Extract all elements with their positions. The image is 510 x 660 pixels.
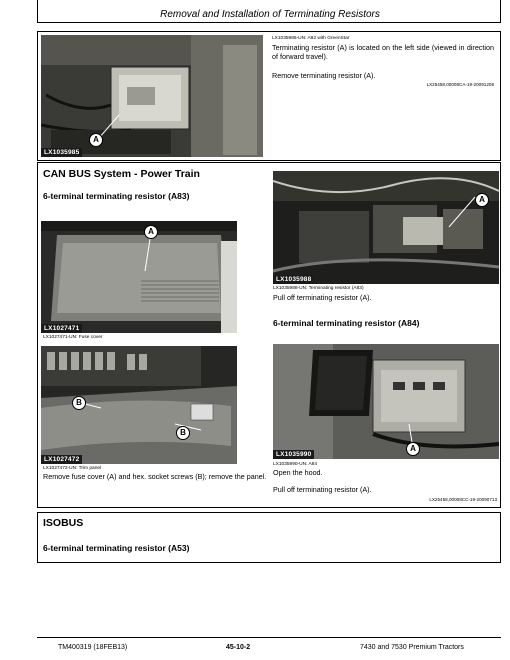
photo-tag: LX1035990 (273, 450, 314, 459)
text-a82-location: Terminating resistor (A) is located on the left side (viewed in direction of forward travel). (272, 43, 494, 61)
callout-b: B (72, 396, 86, 410)
section-isobus (37, 512, 501, 563)
footer-rule (37, 637, 501, 638)
text-open-hood: Open the hood. (273, 468, 323, 477)
footer-page-number: 45-10-2 (226, 644, 251, 651)
text-a83-pull: Pull off terminating resistor (A). (273, 293, 372, 302)
section-a82 (37, 31, 501, 161)
photo-a83 (273, 171, 499, 284)
caption-a84: LX1035990-UN: A84 (273, 462, 318, 467)
photo-tag: LX1035985 (41, 148, 82, 157)
ref-a82: LX25458,00008CA-19-20091208 (426, 82, 494, 87)
section-can-bus (37, 162, 501, 508)
callout-b: B (176, 426, 190, 440)
callout-a: A (406, 442, 420, 456)
caption-trim-panel: LX1027472-UN: Trim panel (43, 466, 102, 471)
photo-fuse-illustration (41, 221, 237, 333)
photo-trim-illustration (41, 346, 237, 464)
photo-tag: LX1027472 (41, 455, 82, 464)
photo-tag: LX1035988 (273, 275, 314, 284)
text-trim-remove: Remove fuse cover (A) and hex. socket screws (B); remove the panel. (43, 472, 267, 481)
photo-a82 (41, 35, 263, 157)
page-title: Removal and Installation of Terminating Resistors (160, 9, 380, 20)
heading-a84: 6-terminal terminating resistor (A84) (273, 318, 420, 328)
heading-isobus: ISOBUS (43, 517, 84, 529)
photo-fuse-cover (41, 221, 237, 333)
header-frame (37, 0, 501, 23)
photo-a84 (273, 344, 499, 459)
caption-a82: LX1035985-UN: A82 with GreenStar (272, 36, 350, 41)
text-a82-remove: Remove terminating resistor (A). (272, 71, 376, 80)
callout-a: A (475, 193, 489, 207)
photo-tag: LX1027471 (41, 324, 82, 333)
heading-a83: 6-terminal terminating resistor (A83) (43, 191, 190, 201)
caption-a83: LX1035988-UN: Terminating resistor (A83) (273, 286, 364, 291)
heading-can-bus: CAN BUS System - Power Train (43, 168, 200, 180)
footer-doc-id: TM400319 (18FEB13) (58, 644, 128, 651)
text-a84-pull: Pull off terminating resistor (A). (273, 485, 372, 494)
photo-a83-illustration (273, 171, 499, 284)
photo-a82-illustration (41, 35, 263, 157)
caption-fuse-cover: LX1027471-UN: Fuse cover (43, 335, 103, 340)
callout-a: A (144, 225, 158, 239)
photo-trim-panel (41, 346, 237, 464)
photo-a84-illustration (273, 344, 499, 459)
ref-can-bus: LX25458,00008CC-19-20090713 (429, 497, 497, 502)
footer-product: 7430 and 7530 Premium Tractors (360, 644, 464, 651)
heading-a53: 6-terminal terminating resistor (A53) (43, 543, 190, 553)
callout-a: A (89, 133, 103, 147)
